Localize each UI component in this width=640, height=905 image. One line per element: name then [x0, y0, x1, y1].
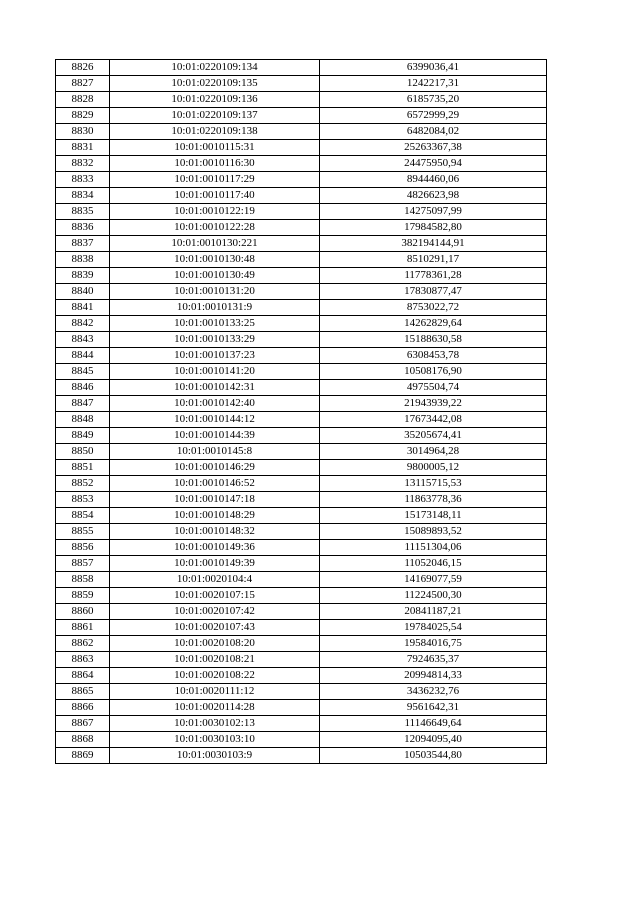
value-cell: 3014964,28 — [320, 444, 547, 460]
cadastral-number-cell: 10:01:0220109:134 — [110, 60, 320, 76]
row-number-cell: 8859 — [56, 588, 110, 604]
value-cell: 20994814,33 — [320, 668, 547, 684]
row-number-cell: 8829 — [56, 108, 110, 124]
value-cell: 11052046,15 — [320, 556, 547, 572]
table-row — [56, 108, 547, 124]
value-cell: 17673442,08 — [320, 412, 547, 428]
value-cell: 35205674,41 — [320, 428, 547, 444]
row-number-cell: 8856 — [56, 540, 110, 556]
table-row — [56, 444, 547, 460]
row-number-cell: 8852 — [56, 476, 110, 492]
value-cell: 4826623,98 — [320, 188, 547, 204]
cadastral-number-cell: 10:01:0020107:43 — [110, 620, 320, 636]
row-number-cell: 8828 — [56, 92, 110, 108]
cadastral-number-cell: 10:01:0010141:20 — [110, 364, 320, 380]
table-row — [56, 396, 547, 412]
row-number-cell: 8833 — [56, 172, 110, 188]
row-number-cell: 8841 — [56, 300, 110, 316]
cadastral-number-cell: 10:01:0010133:29 — [110, 332, 320, 348]
table-row — [56, 700, 547, 716]
value-cell: 20841187,21 — [320, 604, 547, 620]
table-row — [56, 476, 547, 492]
row-number-cell: 8834 — [56, 188, 110, 204]
table-row — [56, 652, 547, 668]
row-number-cell: 8845 — [56, 364, 110, 380]
cadastral-number-cell: 10:01:0010117:29 — [110, 172, 320, 188]
cadastral-number-cell: 10:01:0220109:135 — [110, 76, 320, 92]
table-row — [56, 684, 547, 700]
cadastral-number-cell: 10:01:0020107:15 — [110, 588, 320, 604]
cadastral-number-cell: 10:01:0010144:12 — [110, 412, 320, 428]
cadastral-number-cell: 10:01:0010148:32 — [110, 524, 320, 540]
value-cell: 6185735,20 — [320, 92, 547, 108]
value-cell: 15188630,58 — [320, 332, 547, 348]
table-row — [56, 92, 547, 108]
table-row — [56, 204, 547, 220]
table-row — [56, 540, 547, 556]
row-number-cell: 8854 — [56, 508, 110, 524]
value-cell: 8944460,06 — [320, 172, 547, 188]
cadastral-number-cell: 10:01:0220109:137 — [110, 108, 320, 124]
value-cell: 10508176,90 — [320, 364, 547, 380]
value-cell: 19784025,54 — [320, 620, 547, 636]
cadastral-number-cell: 10:01:0010116:30 — [110, 156, 320, 172]
table-row — [56, 588, 547, 604]
cadastral-number-cell: 10:01:0030103:10 — [110, 732, 320, 748]
row-number-cell: 8861 — [56, 620, 110, 636]
cadastral-number-cell: 10:01:0030102:13 — [110, 716, 320, 732]
value-cell: 11146649,64 — [320, 716, 547, 732]
cadastral-number-cell: 10:01:0010131:9 — [110, 300, 320, 316]
value-cell: 11151304,06 — [320, 540, 547, 556]
row-number-cell: 8848 — [56, 412, 110, 428]
table-row — [56, 636, 547, 652]
cadastral-value-table — [55, 59, 547, 764]
value-cell: 13115715,53 — [320, 476, 547, 492]
row-number-cell: 8830 — [56, 124, 110, 140]
value-cell: 17984582,80 — [320, 220, 547, 236]
value-cell: 6308453,78 — [320, 348, 547, 364]
row-number-cell: 8857 — [56, 556, 110, 572]
table-row — [56, 76, 547, 92]
value-cell: 6399036,41 — [320, 60, 547, 76]
value-cell: 4975504,74 — [320, 380, 547, 396]
cadastral-number-cell: 10:01:0020104:4 — [110, 572, 320, 588]
table-row — [56, 156, 547, 172]
value-cell: 382194144,91 — [320, 236, 547, 252]
cadastral-number-cell: 10:01:0020108:20 — [110, 636, 320, 652]
table-row — [56, 364, 547, 380]
cadastral-number-cell: 10:01:0020107:42 — [110, 604, 320, 620]
table-row — [56, 492, 547, 508]
row-number-cell: 8869 — [56, 748, 110, 764]
table-row — [56, 524, 547, 540]
table-row — [56, 460, 547, 476]
cadastral-number-cell: 10:01:0010137:23 — [110, 348, 320, 364]
cadastral-number-cell: 10:01:0010148:29 — [110, 508, 320, 524]
row-number-cell: 8840 — [56, 284, 110, 300]
table-row — [56, 124, 547, 140]
table-row — [56, 332, 547, 348]
table-row — [56, 172, 547, 188]
value-cell: 15089893,52 — [320, 524, 547, 540]
row-number-cell: 8826 — [56, 60, 110, 76]
cadastral-number-cell: 10:01:0010142:31 — [110, 380, 320, 396]
row-number-cell: 8866 — [56, 700, 110, 716]
row-number-cell: 8838 — [56, 252, 110, 268]
value-cell: 15173148,11 — [320, 508, 547, 524]
table-row — [56, 284, 547, 300]
row-number-cell: 8868 — [56, 732, 110, 748]
value-cell: 8753022,72 — [320, 300, 547, 316]
table-row — [56, 60, 547, 76]
row-number-cell: 8827 — [56, 76, 110, 92]
row-number-cell: 8862 — [56, 636, 110, 652]
row-number-cell: 8853 — [56, 492, 110, 508]
cadastral-number-cell: 10:01:0010146:29 — [110, 460, 320, 476]
cadastral-number-cell: 10:01:0010130:48 — [110, 252, 320, 268]
table-row — [56, 604, 547, 620]
row-number-cell: 8860 — [56, 604, 110, 620]
row-number-cell: 8836 — [56, 220, 110, 236]
value-cell: 3436232,76 — [320, 684, 547, 700]
cadastral-number-cell: 10:01:0020114:28 — [110, 700, 320, 716]
table-row — [56, 268, 547, 284]
cadastral-number-cell: 10:01:0010130:221 — [110, 236, 320, 252]
row-number-cell: 8867 — [56, 716, 110, 732]
value-cell: 11778361,28 — [320, 268, 547, 284]
row-number-cell: 8855 — [56, 524, 110, 540]
table-row — [56, 316, 547, 332]
cadastral-number-cell: 10:01:0020111:12 — [110, 684, 320, 700]
cadastral-number-cell: 10:01:0010131:20 — [110, 284, 320, 300]
row-number-cell: 8844 — [56, 348, 110, 364]
value-cell: 1242217,31 — [320, 76, 547, 92]
table-row — [56, 668, 547, 684]
value-cell: 8510291,17 — [320, 252, 547, 268]
value-cell: 14275097,99 — [320, 204, 547, 220]
cadastral-number-cell: 10:01:0010130:49 — [110, 268, 320, 284]
value-cell: 9561642,31 — [320, 700, 547, 716]
value-cell: 14169077,59 — [320, 572, 547, 588]
cadastral-number-cell: 10:01:0010115:31 — [110, 140, 320, 156]
cadastral-number-cell: 10:01:0010117:40 — [110, 188, 320, 204]
table-row — [56, 620, 547, 636]
cadastral-number-cell: 10:01:0030103:9 — [110, 748, 320, 764]
table-row — [56, 140, 547, 156]
value-cell: 21943939,22 — [320, 396, 547, 412]
table-row — [56, 188, 547, 204]
table-row — [56, 220, 547, 236]
value-cell: 6482084,02 — [320, 124, 547, 140]
table-row — [56, 556, 547, 572]
cadastral-number-cell: 10:01:0010144:39 — [110, 428, 320, 444]
cadastral-number-cell: 10:01:0010133:25 — [110, 316, 320, 332]
value-cell: 6572999,29 — [320, 108, 547, 124]
row-number-cell: 8832 — [56, 156, 110, 172]
row-number-cell: 8850 — [56, 444, 110, 460]
value-cell: 10503544,80 — [320, 748, 547, 764]
cadastral-number-cell: 10:01:0010122:28 — [110, 220, 320, 236]
row-number-cell: 8835 — [56, 204, 110, 220]
cadastral-number-cell: 10:01:0020108:21 — [110, 652, 320, 668]
cadastral-number-cell: 10:01:0010122:19 — [110, 204, 320, 220]
cadastral-number-cell: 10:01:0010146:52 — [110, 476, 320, 492]
row-number-cell: 8858 — [56, 572, 110, 588]
row-number-cell: 8831 — [56, 140, 110, 156]
row-number-cell: 8864 — [56, 668, 110, 684]
row-number-cell: 8839 — [56, 268, 110, 284]
row-number-cell: 8847 — [56, 396, 110, 412]
cadastral-number-cell: 10:01:0010145:8 — [110, 444, 320, 460]
cadastral-number-cell: 10:01:0220109:136 — [110, 92, 320, 108]
table-row — [56, 572, 547, 588]
table-row — [56, 380, 547, 396]
cadastral-number-cell: 10:01:0220109:138 — [110, 124, 320, 140]
value-cell: 12094095,40 — [320, 732, 547, 748]
table-row — [56, 252, 547, 268]
table-row — [56, 732, 547, 748]
row-number-cell: 8851 — [56, 460, 110, 476]
table-row — [56, 428, 547, 444]
cadastral-number-cell: 10:01:0010149:36 — [110, 540, 320, 556]
table-row — [56, 348, 547, 364]
row-number-cell: 8842 — [56, 316, 110, 332]
row-number-cell: 8837 — [56, 236, 110, 252]
value-cell: 25263367,38 — [320, 140, 547, 156]
row-number-cell: 8865 — [56, 684, 110, 700]
table-row — [56, 300, 547, 316]
table-row — [56, 748, 547, 764]
value-cell: 17830877,47 — [320, 284, 547, 300]
cadastral-number-cell: 10:01:0010147:18 — [110, 492, 320, 508]
table-body — [56, 60, 547, 764]
table-row — [56, 716, 547, 732]
row-number-cell: 8846 — [56, 380, 110, 396]
value-cell: 11863778,36 — [320, 492, 547, 508]
value-cell: 11224500,30 — [320, 588, 547, 604]
value-cell: 24475950,94 — [320, 156, 547, 172]
table-row — [56, 236, 547, 252]
value-cell: 19584016,75 — [320, 636, 547, 652]
cadastral-number-cell: 10:01:0010142:40 — [110, 396, 320, 412]
row-number-cell: 8843 — [56, 332, 110, 348]
row-number-cell: 8849 — [56, 428, 110, 444]
value-cell: 14262829,64 — [320, 316, 547, 332]
cadastral-number-cell: 10:01:0020108:22 — [110, 668, 320, 684]
row-number-cell: 8863 — [56, 652, 110, 668]
value-cell: 9800005,12 — [320, 460, 547, 476]
table-row — [56, 412, 547, 428]
table-row — [56, 508, 547, 524]
value-cell: 7924635,37 — [320, 652, 547, 668]
cadastral-number-cell: 10:01:0010149:39 — [110, 556, 320, 572]
